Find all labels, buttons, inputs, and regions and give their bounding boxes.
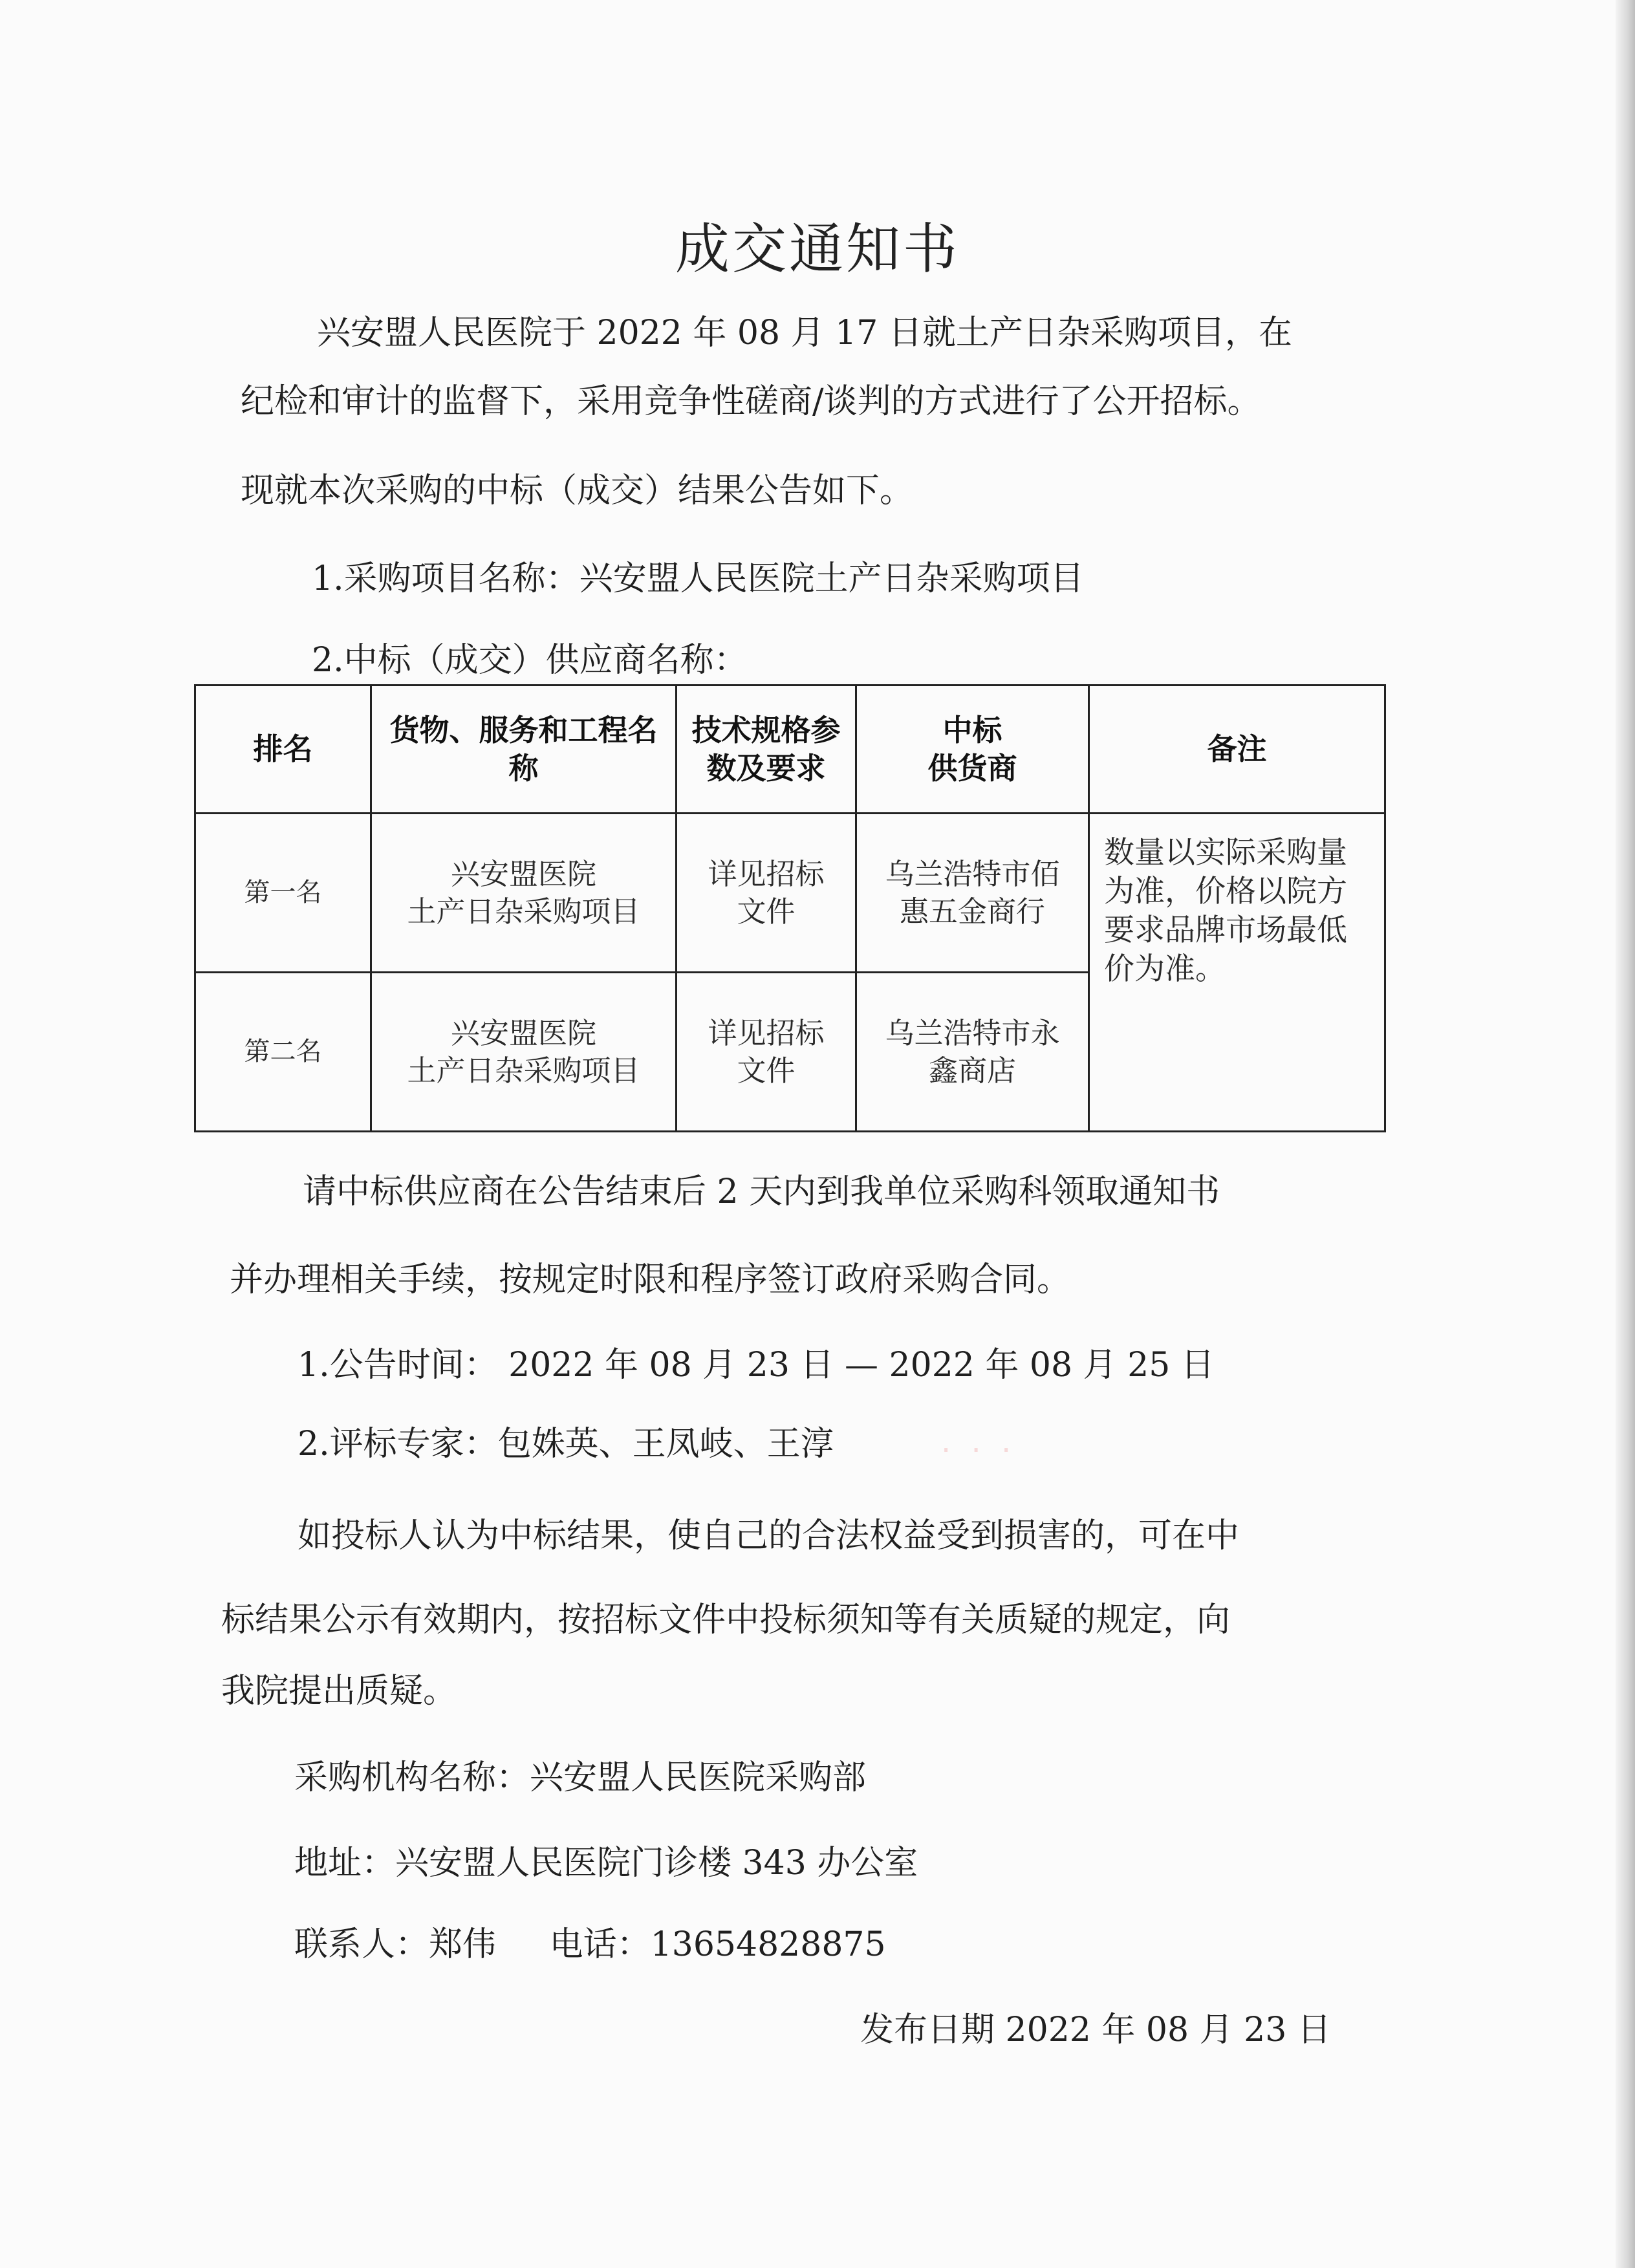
rank-cell: 第二名	[195, 973, 371, 1132]
notice-line-1: 请中标供应商在公告结束后 2 天内到我单位采购科领取通知书	[303, 1172, 1220, 1211]
spec-cell: 详见招标 文件	[677, 973, 856, 1132]
procurement-org: 采购机构名称：兴安盟人民医院采购部	[294, 1758, 867, 1797]
table-row	[195, 814, 1385, 973]
goods-cell: 兴安盟医院 土产日杂采购项目	[371, 814, 677, 973]
rank-cell: 第一名	[195, 814, 371, 973]
page-edge	[1616, 0, 1635, 2268]
results-table	[194, 684, 1386, 1132]
intro-line-1: 兴安盟人民医院于 2022 年 08 月 17 日就土产日杂采购项目，在	[317, 314, 1292, 352]
faint-stamp-mark: · · ·	[941, 1432, 1017, 1469]
contact-info: 联系人：郑伟 电话：13654828875	[294, 1925, 886, 1964]
intro-line-2: 纪检和审计的监督下，采用竞争性磋商/谈判的方式进行了公开招标。	[241, 382, 1261, 421]
project-name-item: 1.采购项目名称：兴安盟人民医院土产日杂采购项目	[312, 559, 1084, 598]
header-spec: 技术规格参数及要求	[677, 686, 856, 814]
publish-date: 发布日期 2022 年 08 月 23 日	[860, 2011, 1331, 2049]
remark-cell: 数量以实际采购量为准，价格以院方要求品牌市场最低价为准。	[1089, 814, 1385, 1132]
page-title: 成交通知书	[675, 217, 960, 281]
objection-line-3: 我院提出质疑。	[221, 1672, 457, 1711]
header-goods: 货物、服务和工程名称	[371, 686, 677, 814]
spec-cell: 详见招标 文件	[677, 814, 856, 973]
objection-line-2: 标结果公示有效期内，按招标文件中投标须知等有关质疑的规定，向	[221, 1601, 1231, 1639]
supplier-cell: 乌兰浩特市永 鑫商店	[856, 973, 1089, 1132]
supplier-name-item: 2.中标（成交）供应商名称：	[312, 641, 748, 680]
address: 地址：兴安盟人民医院门诊楼 343 办公室	[294, 1844, 918, 1883]
notice-line-2: 并办理相关手续，按规定时限和程序签订政府采购合同。	[230, 1260, 1071, 1299]
announcement-time: 1.公告时间： 2022 年 08 月 23 日 — 2022 年 08 月 25 日	[298, 1346, 1215, 1385]
review-experts: 2.评标专家：包姝英、王凤岐、王淳	[298, 1425, 834, 1463]
goods-cell: 兴安盟医院 土产日杂采购项目	[371, 973, 677, 1132]
header-rank: 排名	[195, 686, 371, 814]
objection-line-1: 如投标人认为中标结果，使自己的合法权益受到损害的，可在中	[298, 1517, 1240, 1555]
table-header-row	[195, 686, 1385, 814]
header-remark: 备注	[1089, 686, 1385, 814]
supplier-cell: 乌兰浩特市佰 惠五金商行	[856, 814, 1089, 973]
header-supplier: 中标 供货商	[856, 686, 1089, 814]
intro-line-3: 现就本次采购的中标（成交）结果公告如下。	[241, 471, 914, 510]
